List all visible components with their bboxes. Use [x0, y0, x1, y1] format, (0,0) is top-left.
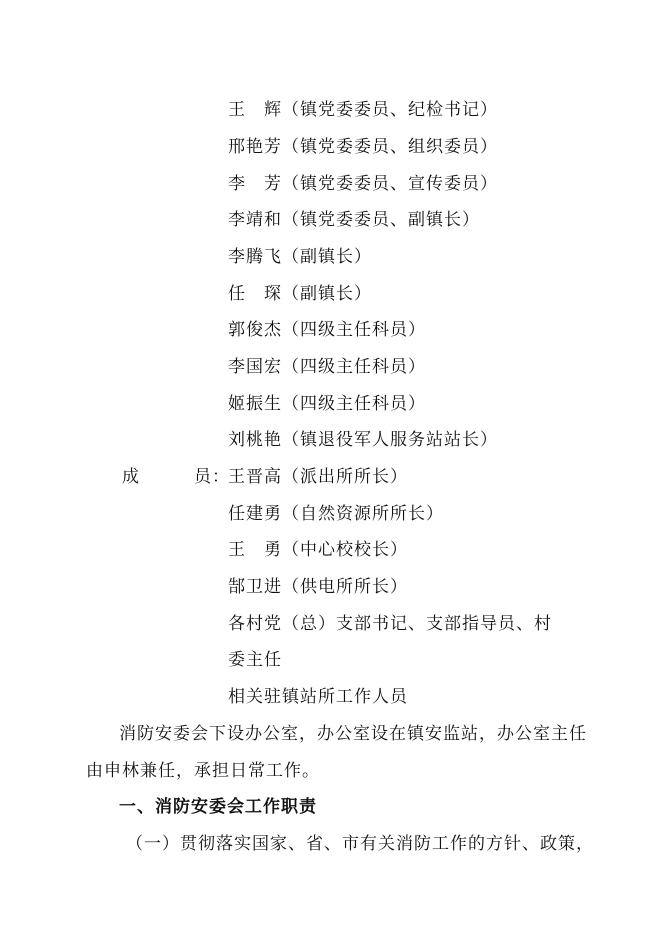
member-line: 李靖和（镇党委委员、副镇长） — [228, 210, 480, 230]
member-line: 邢艳芳（镇党委委员、组织委员） — [228, 137, 498, 157]
member-line: 王 勇（中心校校长） — [228, 540, 408, 560]
member-line: 王 辉（镇党委委员、纪检书记） — [228, 100, 498, 120]
member-line: 郜卫进（供电所所长） — [228, 577, 408, 597]
member-line: 各村党（总）支部书记、支部指导员、村 — [228, 614, 552, 634]
member-line: 相关驻镇站所工作人员 — [228, 687, 408, 707]
members-label: 成 员： — [122, 467, 230, 487]
section-heading: 一、消防安委会工作职责 — [119, 797, 317, 817]
member-line: 任 琛（副镇长） — [228, 284, 372, 304]
member-line: 郭俊杰（四级主任科员） — [228, 320, 426, 340]
member-line: 李国宏（四级主任科员） — [228, 357, 426, 377]
member-line: 王晋高（派出所所长） — [228, 467, 408, 487]
member-line: 姬振生（四级主任科员） — [228, 394, 426, 414]
office-paragraph-line: 消防安委会下设办公室，办公室设在镇安监站，办公室主任 — [119, 724, 587, 744]
member-line: 李 芳（镇党委委员、宣传委员） — [228, 174, 498, 194]
member-line: 刘桃艳（镇退役军人服务站站长） — [228, 430, 498, 450]
office-paragraph-line: 由申林兼任，承担日常工作。 — [86, 761, 320, 781]
member-line: 李腾飞（副镇长） — [228, 247, 372, 267]
member-line: 任建勇（自然资源所所长） — [228, 504, 444, 524]
member-line: 委主任 — [228, 650, 282, 670]
duty-item: （一）贯彻落实国家、省、市有关消防工作的方针、政策， — [126, 834, 594, 854]
